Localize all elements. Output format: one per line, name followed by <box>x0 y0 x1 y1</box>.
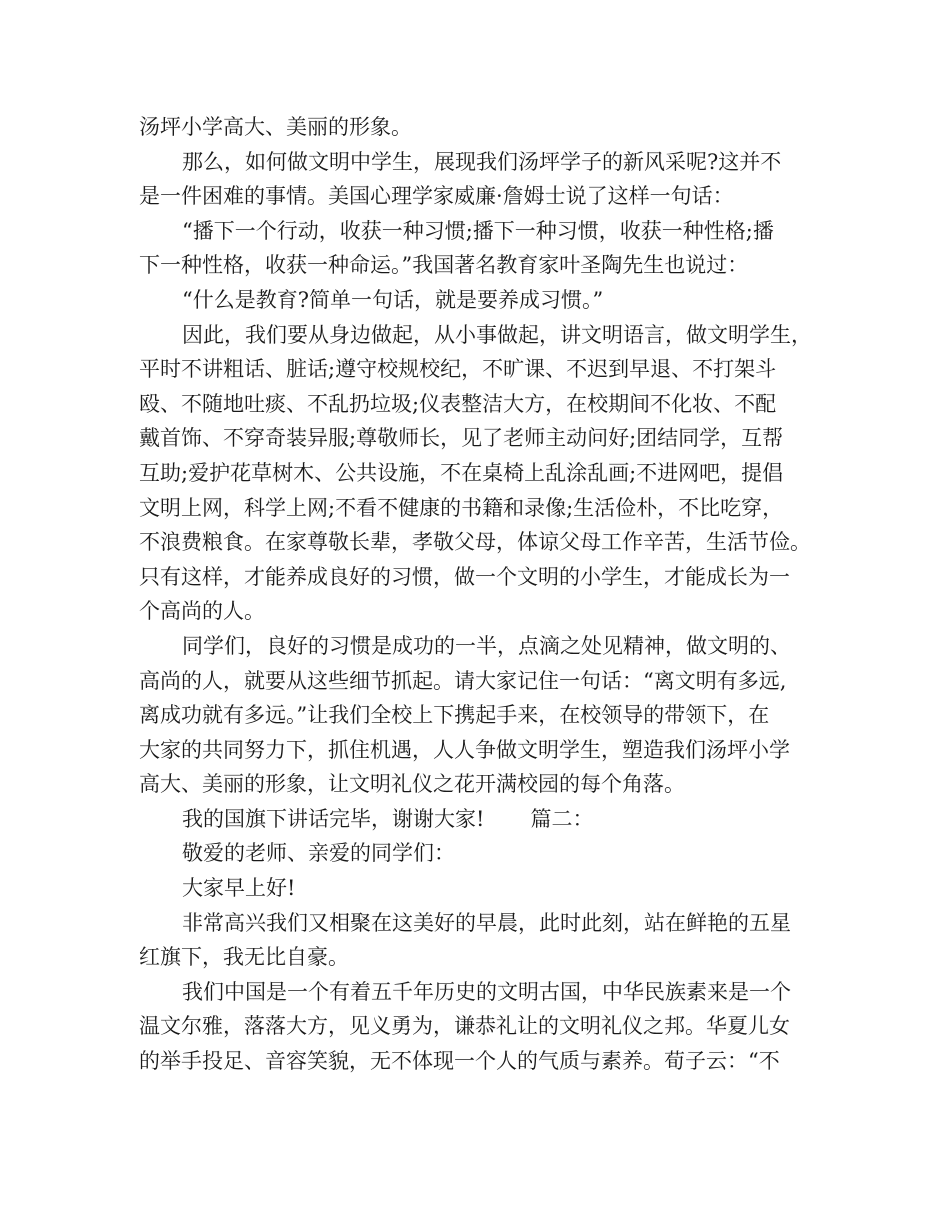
text-line-content: “什么是教育?简单一句话，就是要养成习惯。” <box>182 287 604 312</box>
text-line-content: 互助;爱护花草树木、公共设施，不在桌椅上乱涂乱画;不进网吧，提倡 <box>139 460 784 485</box>
text-line <box>139 906 819 941</box>
text-line-content: 那么，如何做文明中学生，展现我们汤坪学子的新风采呢?这并不 <box>182 149 782 174</box>
text-line-content: 只有这样，才能养成良好的习惯，做一个文明的小学生，才能成长为一 <box>139 564 790 589</box>
text-line-content: 大家早上好! <box>182 876 296 901</box>
text-line <box>139 698 819 733</box>
text-line <box>139 767 819 802</box>
text-line-content: 红旗下，我无比自豪。 <box>139 945 349 970</box>
text-line <box>139 110 819 145</box>
text-line-content: 是一件困难的事情。美国心理学家威廉·詹姆士说了这样一句话： <box>139 184 734 209</box>
text-line <box>139 248 819 283</box>
text-line-content: 殴、不随地吐痰、不乱扔垃圾;仪表整洁大方，在校期间不化妆、不配 <box>139 391 777 416</box>
text-line-content: 高尚的人，就要从这些细节抓起。请大家记住一句话：“离文明有多远, <box>139 668 787 693</box>
text-line <box>139 214 819 249</box>
text-line <box>139 352 819 387</box>
text-line <box>139 1044 819 1079</box>
text-line-content: 离成功就有多远。”让我们全校上下携起手来，在校领导的带领下，在 <box>139 703 770 728</box>
text-line-content: 非常高兴我们又相聚在这美好的早晨，此时此刻，站在鲜艳的五星 <box>182 910 791 935</box>
text-line-content: 下一种性格，收获一种命运。”我国著名教育家叶圣陶先生也说过： <box>139 253 749 278</box>
text-line-content: 敬爱的老师、亲爱的同学们： <box>182 841 455 866</box>
text-line-content: 温文尔雅，落落大方，见义勇为，谦恭礼让的文明礼仪之邦。华夏儿女 <box>139 1014 790 1039</box>
text-line-content: 的举手投足、音容笑貌，无不体现一个人的气质与素养。荀子云：“不 <box>139 1049 780 1074</box>
text-line-content: 个高尚的人。 <box>139 599 265 624</box>
text-line-content: 高大、美丽的形象，让文明礼仪之花开满校园的每个角落。 <box>139 772 685 797</box>
section-heading: 篇二： <box>530 806 594 831</box>
text-line <box>139 940 819 975</box>
text-line-content: “播下一个行动，收获一种习惯;播下一种习惯，收获一种性格;播 <box>182 218 774 243</box>
text-line <box>139 594 819 629</box>
text-line <box>139 525 819 560</box>
document-body <box>139 110 819 1079</box>
text-line-content: 我的国旗下讲话完毕，谢谢大家! <box>182 806 485 831</box>
text-line-content: 汤坪小学高大、美丽的形象。 <box>139 115 412 139</box>
text-line <box>139 733 819 768</box>
text-line <box>139 975 819 1010</box>
text-line <box>139 802 819 837</box>
text-line <box>139 491 819 526</box>
text-line <box>139 560 819 595</box>
text-line-content: 同学们，良好的习惯是成功的一半，点滴之处见精神，做文明的、 <box>182 633 791 658</box>
text-line <box>139 664 819 699</box>
text-line <box>139 179 819 214</box>
text-line <box>139 836 819 871</box>
text-line-content: 我们中国是一个有着五千年历史的文明古国，中华民族素来是一个 <box>182 979 791 1004</box>
text-line <box>139 421 819 456</box>
text-line <box>139 387 819 422</box>
text-line <box>139 871 819 906</box>
text-line-content: 大家的共同努力下，抓住机遇，人人争做文明学生，塑造我们汤坪小学 <box>139 737 790 762</box>
text-line-content: 因此，我们要从身边做起，从小事做起，讲文明语言，做文明学生， <box>182 322 812 347</box>
text-line <box>139 629 819 664</box>
text-line-content: 不浪费粮食。在家尊敬长辈，孝敬父母，体谅父母工作辛苦，生活节俭。 <box>139 530 811 555</box>
text-line <box>139 456 819 491</box>
text-line <box>139 318 819 353</box>
text-line <box>139 1009 819 1044</box>
text-line-content: 平时不讲粗话、脏话;遵守校规校纪，不旷课、不迟到早退、不打架斗 <box>139 357 777 382</box>
text-line-content: 文明上网，科学上网;不看不健康的书籍和录像;生活俭朴，不比吃穿， <box>139 495 784 520</box>
text-line <box>139 145 819 180</box>
text-line-content: 戴首饰、不穿奇装异服;尊敬师长，见了老师主动问好;团结同学，互帮 <box>139 426 784 451</box>
text-line <box>139 283 819 318</box>
